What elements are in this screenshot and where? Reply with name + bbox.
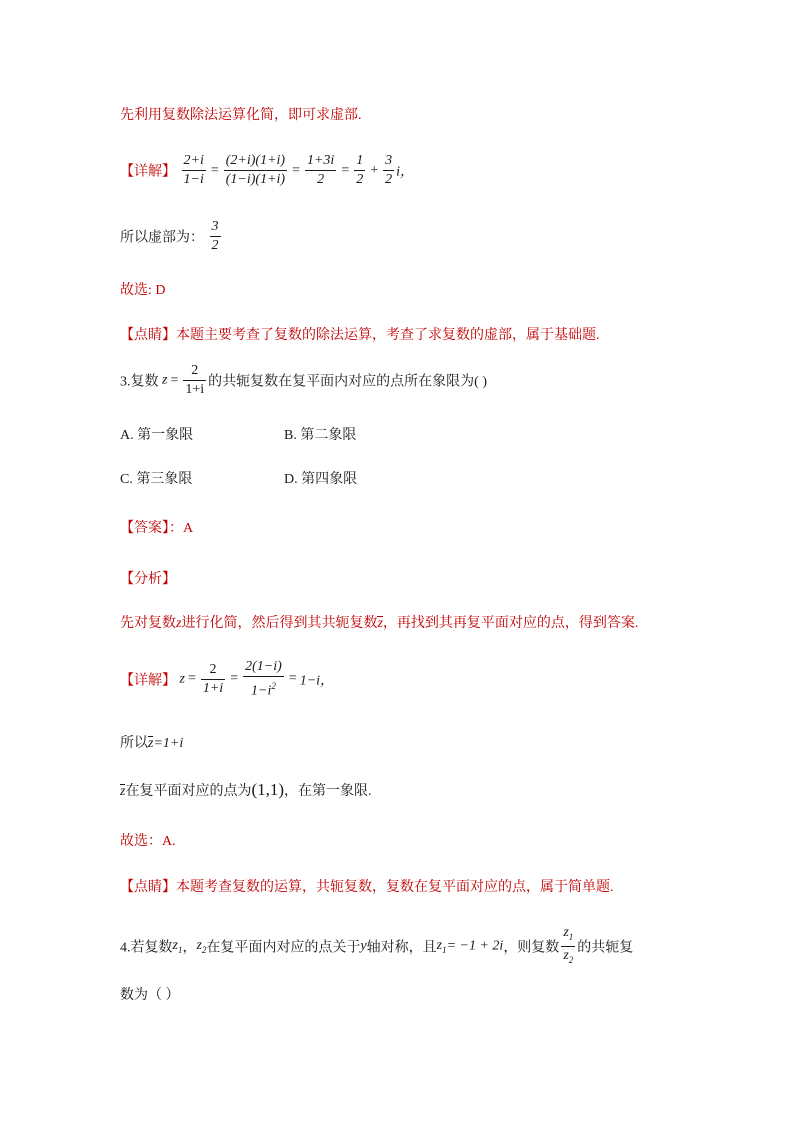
point-conj: z xyxy=(120,784,126,799)
q3-comment-text: 本题考查复数的运算，共轭复数，复数在复平面对应的点，属于简单题. xyxy=(176,880,614,895)
answer-line xyxy=(120,517,193,537)
comment-text: 本题主要考查了复数的除法运算，考查了求复数的虚部，属于基础题. xyxy=(176,328,600,343)
point-line: z在复平面对应的点为(1,1)，在第一象限. xyxy=(120,780,372,799)
analysis-label: 【分析】 xyxy=(120,572,176,587)
q3-detail-fraction-1: $\frac{2}{1+i}$ xyxy=(202,661,224,696)
imaginary-part-fraction: $\frac{3}{2}$ xyxy=(211,219,219,253)
conjugate-line: 所以z=1+i xyxy=(120,736,184,751)
q3-detail-fraction-2: $\frac{2(1-i)}{1-i^2}$ xyxy=(245,659,282,699)
q3-detail: 【详解】 z = $\frac{2}{1+i}$ = $\frac{2(1-i)}{1-i^2}$ = 1−i， xyxy=(120,659,335,699)
detail-equation: 【详解】 $\frac{2+i}{1-i}$ = $\frac{(2+i)(1+i)}{(1-i)(1+i)}$ = $\frac{1+3i}{2}$ = $\frac{1}{2}$ + $\frac{3}{2}$ i， xyxy=(120,153,415,187)
option-c: C. 第三象限 xyxy=(120,472,193,487)
analysis-conj: z xyxy=(377,616,383,631)
comment-label: 【点睛】 xyxy=(120,328,176,343)
answer-value: ：A xyxy=(169,521,194,536)
fraction-1: $\frac{2+i}{1-i}$ xyxy=(183,153,204,187)
answer-label: 【答案】 xyxy=(120,521,169,536)
q3-comment-label: 【点睛】 xyxy=(120,880,176,895)
conj-value: =1+i xyxy=(153,736,184,751)
q3-suffix: 的共轭复数在复平面内对应的点所在象限为( ) xyxy=(208,374,487,390)
conj-z: z xyxy=(148,736,154,751)
q3-detail-result: 1−i， xyxy=(299,673,335,689)
option-b: B. 第二象限 xyxy=(284,428,357,443)
point-coord: (1,1) xyxy=(251,780,285,799)
detail-tail: i， xyxy=(396,164,415,180)
question-3-stem: 3.复数 z = $\frac{2}{1+i}$ 的共轭复数在复平面内对应的点所在象限为( ) xyxy=(120,363,487,397)
q3-fraction: $\frac{2}{1+i}$ xyxy=(185,363,205,397)
option-d: D. 第四象限 xyxy=(284,472,358,487)
fraction-5: $\frac{3}{2}$ xyxy=(385,153,393,187)
fraction-3: $\frac{1+3i}{2}$ xyxy=(306,153,335,187)
comment-line xyxy=(120,324,600,344)
analysis-var: z xyxy=(176,616,182,631)
imaginary-part-text: 所以虚部为： xyxy=(120,230,204,246)
fraction-4: $\frac{1}{2}$ xyxy=(356,153,364,187)
q3-analysis: 先对复数z进行化简，然后得到其共轭复数z，再找到其再复平面对应的点，得到答案. xyxy=(120,616,639,631)
option-a: A. 第一象限 xyxy=(120,428,194,443)
q3-var: z xyxy=(162,372,168,388)
q3-choice: 故选：A. xyxy=(120,834,176,849)
analysis-text xyxy=(120,104,362,124)
analysis-text-content: 先利用复数除法运算化简，即可求虚部. xyxy=(120,108,362,123)
analysis-heading xyxy=(120,568,176,588)
imaginary-part-line xyxy=(120,218,223,255)
q3-comment xyxy=(120,876,614,896)
choice-d xyxy=(120,279,166,299)
detail-label: 【详解】 xyxy=(120,164,176,180)
q3-prefix: 3.复数 xyxy=(120,374,159,390)
question-4-line2: 数为（ ） xyxy=(120,988,180,1003)
question-4-stem: 4.若复数$z_1$，$z_2$在复平面内对应的点关于y轴对称，且$z_1= -1 + 2i$，则复数 $\frac{z_1}{z_2}$ 的共轭复 xyxy=(120,924,633,969)
choice-text: 故选: D xyxy=(120,283,166,298)
fraction-2: $\frac{(2+i)(1+i)}{(1-i)(1+i)}$ xyxy=(225,153,286,187)
q4-fraction: $\frac{z_1}{z_2}$ xyxy=(563,925,574,965)
q3-detail-label: 【详解】 xyxy=(120,673,176,689)
